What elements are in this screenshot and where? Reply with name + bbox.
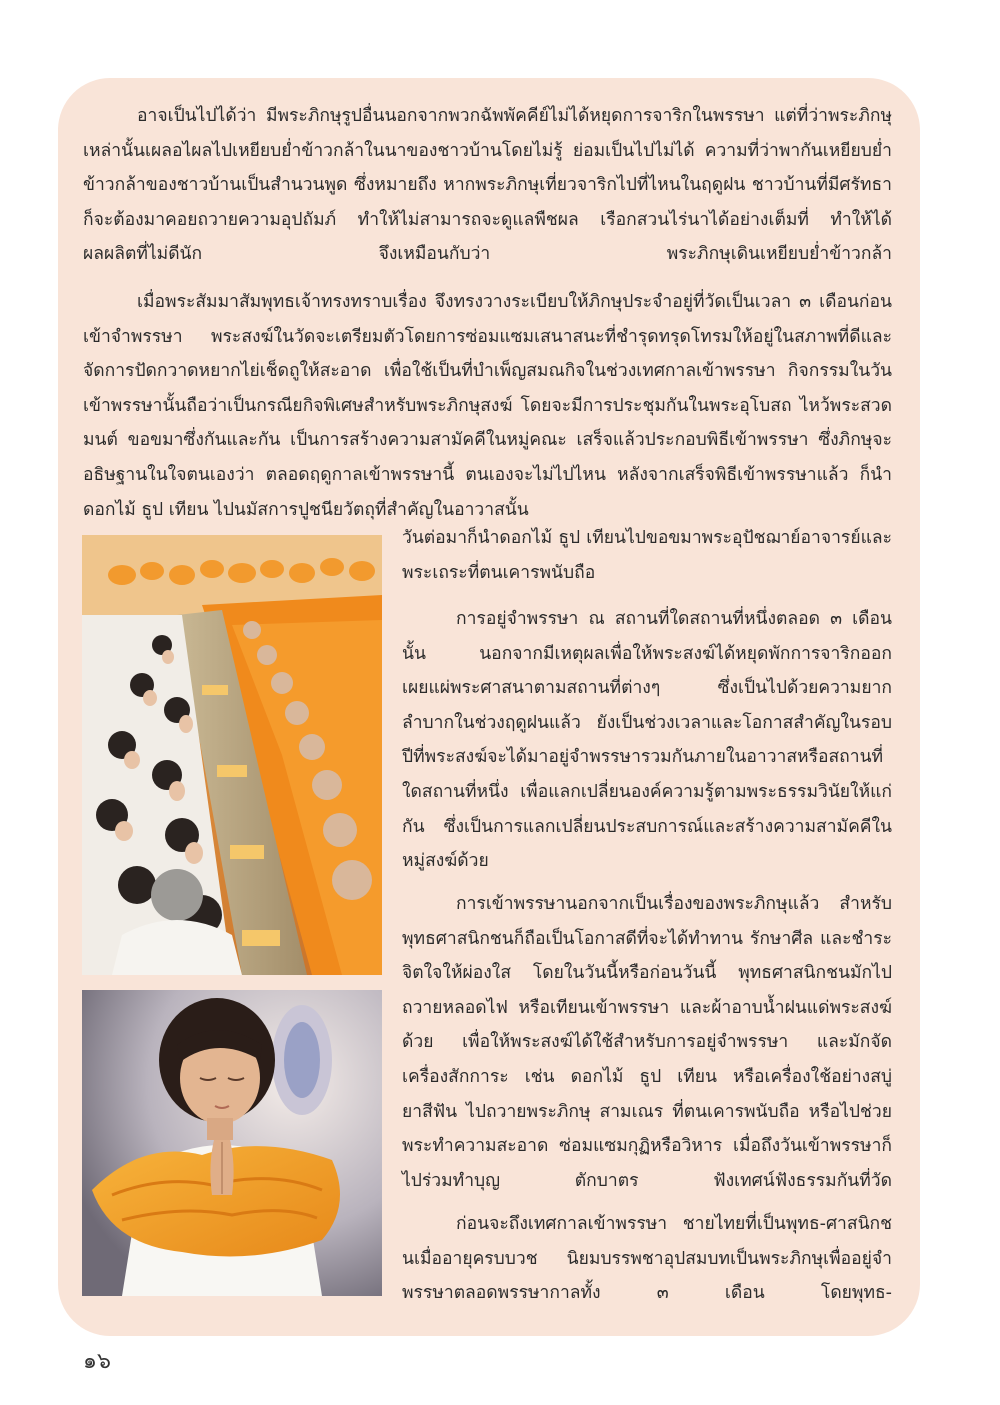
monks-ceremony-photo [82, 535, 382, 975]
paragraph-2: เมื่อพระสัมมาสัมพุทธเจ้าทรงทราบเรื่อง จึงทรงวางระเบียบให้ภิกษุประจำอยู่ที่วัดเป็นเวลา ๓ เดือนก่อนเข้าจำพรรษา พระสงฆ์ในวัดจะเตรียมตัวโดยการซ่อมแซมเสนาสนะที่ชำรุดทรุดโทรมให้อยู่ในสภาพที่ดีและจัดการปัดกวาดหยากไย่เช็ดถูให้สะอาด เพื่อใช้เป็นที่บำเพ็ญสมณกิจในช่วงเทศกาลเข้าพรรษา กิจกรรมในวันเข้าพรรษานั้นถือว่าเป็นกรณียกิจพิเศษสำหรับพระภิกษุสงฆ์ โดยจะมีการประชุมกันในพระอุโบสถ ไหว้พระสวดมนต์ ขอขมาซึ่งกันและกัน เป็นการสร้างความสามัคคีในหมู่คณะ เสร็จแล้วประกอบพิธีเข้าพรรษา ซึ่งภิกษุจะอธิษฐานในใจตนเองว่า ตลอดฤดูกาลเข้าพรรษานี้ ตนเองจะไม่ไปไหน หลังจากเสร็จพิธีเข้าพรรษาแล้ว ก็นำดอกไม้ ธูป เทียน ไปนมัสการปูชนียวัตถุที่สำคัญในอาวาสนั้น [83, 292, 892, 520]
paragraph-4: การเข้าพรรษานอกจากเป็นเรื่องของพระภิกษุแล้ว สำหรับพุทธศาสนิกชนก็ถือเป็นโอกาสดีที่จะได้ทำทาน รักษาศีล และชำระจิตใจให้ผ่องใส โดยในวันนี้หรือก่อนวันนี้ พุทธศาสนิกชนมักไปถวายหลอดไฟ หรือเทียนเข้าพรรษา และผ้าอาบน้ำฝนแด่พระสงฆ์ด้วย เพื่อให้พระสงฆ์ได้ใช้สำหรับการอยู่จำพรรษา และมักจัดเครื่องสักการะ เช่น ดอกไม้ ธูป เทียน หรือเครื่องใช้อย่างสบู่ ยาสีฟัน ไปถวายพระภิกษุ สามเณร ที่ตนเคารพนับถือ หรือไปช่วยพระทำความสะอาด ซ่อมแซมกุฏิหรือวิหาร เมื่อถึงวันเข้าพรรษาก็ไปร่วมทำบุญ ตักบาตร ฟังเทศน์ฟังธรรมกันที่วัด [402, 894, 892, 1191]
paragraph-3: การอยู่จำพรรษา ณ สถานที่ใดสถานที่หนึ่งตลอด ๓ เดือนนั้น นอกจากมีเหตุผลเพื่อให้พระสงฆ์ได้หยุดพักการจาริกออกเผยแผ่พระศาสนาตามสถานที่ต่างๆ ซึ่งเป็นไปด้วยความยากลำบากในช่วงฤดูฝนแล้ว ยังเป็นช่วงเวลาและโอกาสสำคัญในรอบปีที่พระสงฆ์จะได้มาอยู่จำพรรษารวมกันภายในอาวาสหรือสถานที่ใดสถานที่หนึ่ง เพื่อแลกเปลี่ยนองค์ความรู้ตามพระธรรมวินัยให้แก่กัน ซึ่งเป็นการแลกเปลี่ยนประสบการณ์และสร้างความสามัคคีในหมู่สงฆ์ด้วย [402, 609, 892, 872]
page-number: ๑๖ [83, 1349, 111, 1374]
paragraph-2-continued: วันต่อมาก็นำดอกไม้ ธูป เทียนไปขอขมาพระอุปัชฌาย์อาจารย์และพระเถระที่ตนเคารพนับถือ [402, 528, 892, 583]
paragraph-1: อาจเป็นไปได้ว่า มีพระภิกษุรูปอื่นนอกจากพวกฉัพพัคคีย์ไม่ได้หยุดการจาริกในพรรษา แต่ที่ว่าพระภิกษุเหล่านั้นเผลอไผลไปเหยียบย่ำข้าวกล้าในนาของชาวบ้านโดยไม่รู้ ย่อมเป็นไปไม่ได้ ความที่ว่าพากันเหยียบย่ำข้าวกล้าของชาวบ้านเป็นสำนวนพูด ซึ่งหมายถึง หากพระภิกษุเที่ยวจาริกไปที่ไหนในฤดูฝน ชาวบ้านที่มีศรัทธาก็จะต้องมาคอยถวายความอุปถัมภ์ ทำให้ไม่สามารถจะดูแลพืชผล เรือกสวนไร่นาได้อย่างเต็มที่ ทำให้ได้ผลผลิตที่ไม่ดีนัก จึงเหมือนกับว่า พระภิกษุเดินเหยียบย่ำข้าวกล้า [83, 106, 892, 265]
paragraph-5: ก่อนจะถึงเทศกาลเข้าพรรษา ชายไทยที่เป็นพุทธ-ศาสนิกชนเมื่ออายุครบบวช นิยมบรรพชาอุปสมบทเป็นพระภิกษุเพื่ออยู่จำพรรษาตลอดพรรษากาลทั้ง ๓ เดือน โดยพุทธ- [402, 1214, 892, 1304]
girl-offering-robe-photo [82, 990, 382, 1296]
